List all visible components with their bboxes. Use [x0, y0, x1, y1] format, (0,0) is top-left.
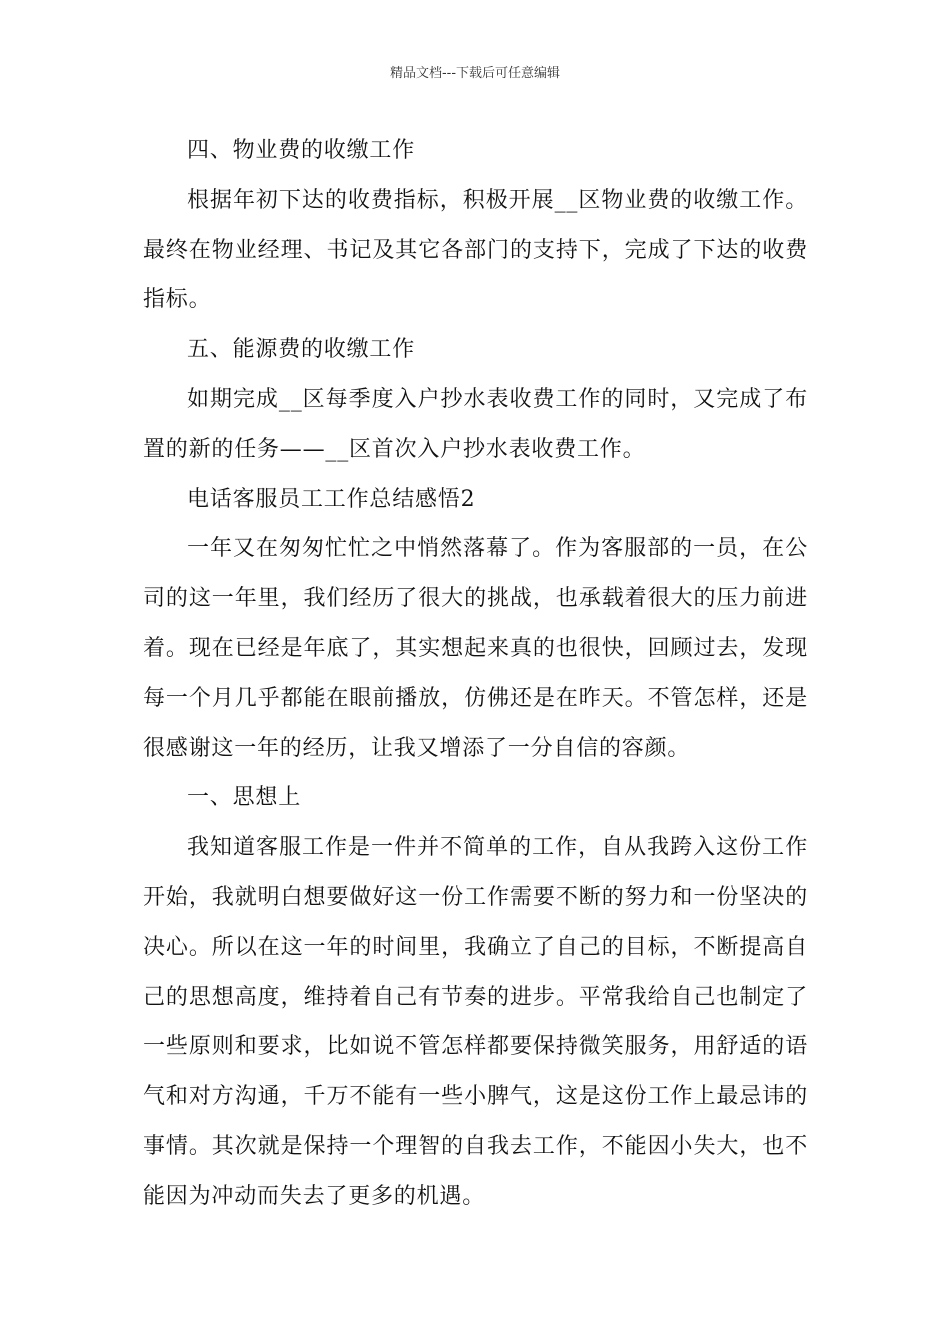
section-heading-property-fee: 四、物业费的收缴工作 — [187, 138, 416, 163]
document-body — [143, 126, 808, 1222]
paragraph-year-review: 一年又在匆匆忙忙之中悄然落幕了。作为客服部的一员，在公司的这一年里，我们经历了很大的挑战，也承载着很大的压力前进着。现在已经是年底了，其实想起来真的也很快，回顾过去，发现每一个月几乎都能在眼前播放，仿佛还是在昨天。不管怎样，还是很感谢这一年的经历，让我又增添了一分自信的容颜。 — [143, 536, 808, 761]
paragraph-energy-fee: 如期完成__区每季度入户抄水表收费工作的同时，又完成了布置的新的任务——__区首次入户抄水表收费工作。 — [143, 386, 808, 462]
paragraph-thinking: 我知道客服工作是一件并不简单的工作，自从我跨入这份工作开始，我就明白想要做好这一份工作需要不断的努力和一份坚决的决心。所以在这一年的时间里，我确立了自己的目标，不断提高自己的思想高度，维持着自己有节奏的进步。平常我给自己也制定了一些原则和要求，比如说不管怎样都要保持微笑服务，用舒适的语气和对方沟通，千万不能有一些小脾气，这是这份工作上最忌讳的事情。其次就是保持一个理智的自我去工作，不能因小失大，也不能因为冲动而失去了更多的机遇。 — [143, 835, 808, 1209]
page-header: 精品文档---下载后可任意编辑 — [389, 66, 561, 81]
section-heading-energy-fee: 五、能源费的收缴工作 — [187, 337, 416, 363]
section-heading-thinking: 一、思想上 — [187, 785, 302, 811]
paragraph-property-fee: 根据年初下达的收费指标，积极开展__区物业费的收缴工作。最终在物业经理、书记及其它各部门的支持下，完成了下达的收费指标。 — [143, 187, 808, 313]
section-heading-summary-2: 电话客服员工工作总结感悟2 — [187, 486, 476, 512]
